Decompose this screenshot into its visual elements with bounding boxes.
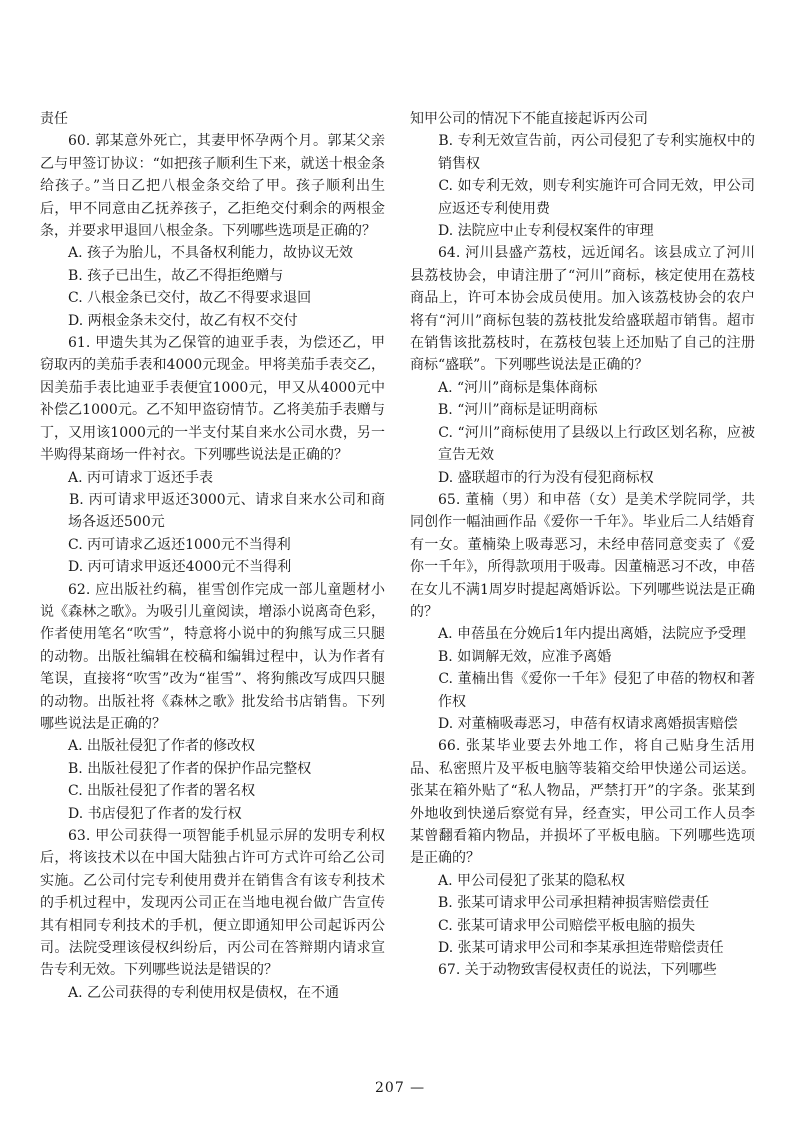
left-column (40, 108, 385, 1004)
text-line: A. 申蓓虽在分娩后1年内提出离婚，法院应予受理 (410, 626, 746, 643)
right-column (410, 108, 755, 982)
question-stem: 60. 郭某意外死亡，其妻甲怀孕两个月。郭某父亲乙与甲签订协议：“如把孩子顺利生下来，就送十根金条给孩子。”当日乙把八根金条交给了甲。孩子顺利出生后，甲不同意由乙抚养孩子，乙拒绝交付剩余的两根金条，并要求甲退回八根金条。下列哪些选项是正确的？ (40, 133, 385, 240)
text-line: B. 张某可请求甲公司承担精神损害赔偿责任 (410, 895, 710, 912)
text-line: B. 孩子已出生，故乙不得拒绝赠与 (68, 267, 284, 284)
text-line: A. 孩子为胎儿，不具备权利能力，故协议无效 (68, 245, 354, 262)
text-line: 知甲公司的情况下不能直接起诉丙公司 (410, 111, 648, 127)
question-stem: 66. 张某毕业要去外地工作，将自己贴身生活用品、私密照片及平板电脑等装箱交给甲快递公司运送。张某在箱外贴了“私人物品，严禁打开”的字条。张某到外地收到快递后察觉有异，经查实，甲公司工作人员李某曾翻看箱内物品，并损坏了平板电脑。下列哪些选项是正确的？ (410, 738, 755, 867)
text-line: A. 乙公司获得的专利使用权是债权，在不通 (40, 984, 340, 1001)
text-line: C. 出版社侵犯了作者的署名权 (68, 783, 256, 800)
question-stem: 65. 董楠（男）和申蓓（女）是美术学院同学，共同创作一幅油画作品《爱你一千年》。毕业后二人结婚育有一女。董楠染上吸毒恶习，未经申蓓同意变卖了《爱你一千年》，所得款项用于吸毒。因董楠恶习不改，申蓓在女儿不满1周岁时提起离婚诉讼。下列哪些说法是正确的？ (410, 491, 755, 620)
text-line: C. 八根金条已交付，故乙不得要求退回 (68, 290, 312, 307)
text-line: B. 如调解无效，应准予离婚 (438, 648, 612, 665)
question-stem: 63. 甲公司获得一项智能手机显示屏的发明专利权后，将该技术以在中国大陆独占许可方式许可给乙公司实施。乙公司付完专利使用费并在销售含有该专利技术的手机过程中，发现丙公司正在当地电视台做广告宣传其有相同专利技术的手机，便立即通知甲公司起诉丙公司。法院受理该侵权纠纷后，丙公司在答辩期内请求宣告专利无效。下列哪些说法是错误的？ (40, 828, 385, 979)
text-line: D. 法院应中止专利侵权案件的审理 (438, 223, 654, 240)
text-line: 责任 (40, 111, 68, 127)
page-number: 207 — (375, 1080, 426, 1096)
text-line: C. “河川”商标使用了县级以上行政区划名称，应被宣告无效 (410, 424, 755, 464)
text-line: D. 丙可请求甲返还4000元不当得利 (68, 559, 292, 576)
text-line: B. “河川”商标是证明商标 (438, 402, 598, 419)
text-line: D. 张某可请求甲公司和李某承担连带赔偿责任 (410, 940, 724, 957)
question-stem: 62. 应出版社约稿，崔雪创作完成一部儿童题材小说《森林之歌》。为吸引儿童阅读，增添小说离奇色彩，作者使用笔名“吹雪”，特意将小说中的狗熊写成三只腿的动物。出版社编辑在校稿和编辑过程中，认为作者有笔误，直接将“吹雪”改为“崔雪”、将狗熊改写成四只腿的动物。出版社将《森林之歌》批发给书店销售。下列哪些说法是正确的？ (40, 581, 385, 732)
text-line: D. 盛联超市的行为没有侵犯商标权 (438, 469, 654, 486)
text-line: A. 出版社侵犯了作者的修改权 (68, 738, 256, 755)
text-line: A. 甲公司侵犯了张某的隐私权 (438, 872, 626, 889)
text-line: D. 书店侵犯了作者的发行权 (68, 805, 242, 822)
text-line: A. 丙可请求丁返还手表 (68, 469, 214, 486)
text-line: D. 两根金条未交付，故乙有权不交付 (68, 312, 298, 329)
question-stem: 67. 关于动物致害侵权责任的说法，下列哪些 (438, 962, 717, 979)
text-line: B. 专利无效宣告前，丙公司侵犯了专利实施权中的销售权 (410, 133, 755, 172)
text-line: D. 对董楠吸毒恶习，申蓓有权请求离婚损害赔偿 (410, 715, 738, 732)
text-line: C. 丙可请求乙返还1000元不当得利 (68, 536, 291, 553)
text-line: C. 如专利无效，则专利实施许可合同无效，甲公司应返还专利使用费 (410, 178, 755, 217)
text-line: B. 出版社侵犯了作者的保护作品完整权 (68, 760, 312, 777)
question-stem: 64. 河川县盛产荔枝，远近闻名。该县成立了河川县荔枝协会，申请注册了“河川”商标，核定使用在荔枝商品上，许可本协会成员使用。加入该荔枝协会的农户将有“河川”商标包装的荔枝批发给盛联超市销售。超市在销售该批荔枝时，在荔枝包装上还加贴了自己的注册商标“盛联”。下列哪些说法是正确的？ (410, 245, 755, 374)
question-stem: 61. 甲遗失其为乙保管的迪亚手表，为偿还乙，甲窃取丙的美茄手表和4000元现金。甲将美茄手表交乙，因美茄手表比迪亚手表便宜1000元，甲又从4000元中补偿乙1000元。乙不知甲盗窃情节。乙将美茄手表赠与丁，又用该1000元的一半支付某自来水公司水费，另一半购得某商场一件衬衣。下列哪些说法是正确的？ (40, 335, 385, 464)
text-line: C. 张某可请求甲公司赔偿平板电脑的损失 (438, 917, 696, 934)
text-line: C. 董楠出售《爱你一千年》侵犯了申蓓的物权和著作权 (410, 671, 755, 710)
text-line: A. “河川”商标是集体商标 (438, 379, 598, 396)
text-line: B. 丙可请求甲返还3000元、请求自来水公司和商场各返还500元 (40, 491, 385, 531)
